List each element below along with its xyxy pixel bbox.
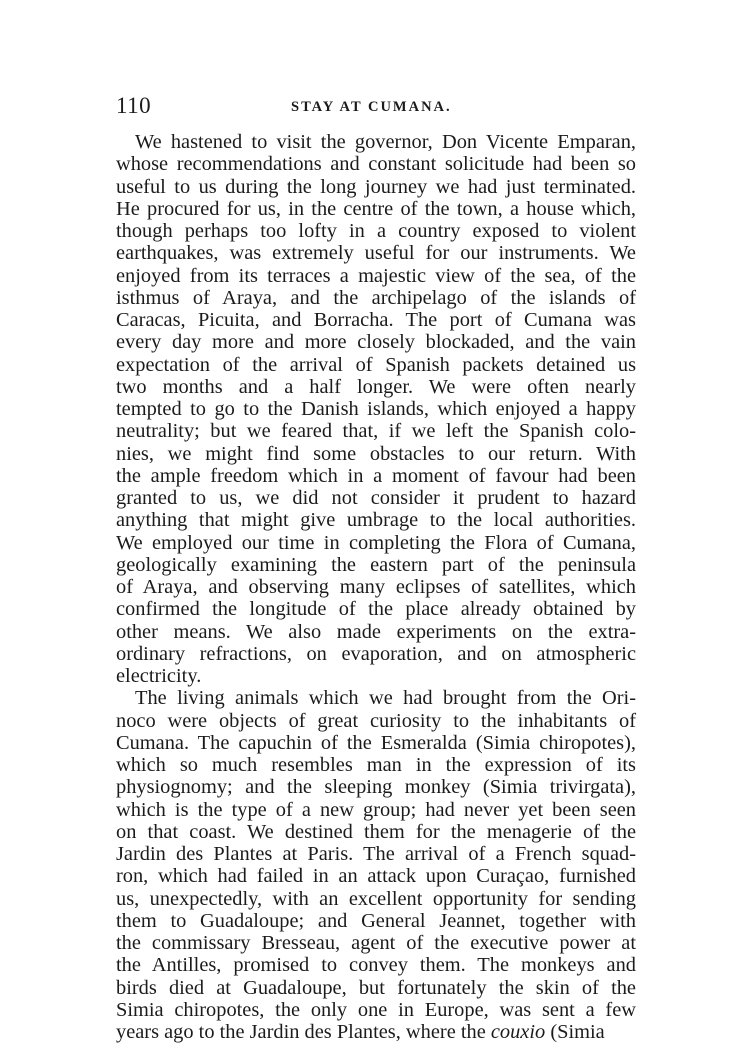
body-text [116, 131, 636, 1043]
text-line: anything that might give umbrage to the local authorities. [116, 509, 636, 532]
paragraph-living-animals [116, 687, 636, 1043]
text-line: electricity. [116, 665, 202, 687]
text-line: nies, we might find some obstacles to our return. With [116, 442, 636, 465]
text-line: two months and a half longer. We were often nearly [116, 375, 636, 398]
paragraph-governor-visit [116, 131, 636, 687]
text-line: other means. We also made experiments on the extra- [116, 620, 636, 643]
text-line: We hastened to visit the governor, Don Vicente Emparan, [135, 131, 636, 153]
text-line: noco were objects of great curiosity to the inhabitants of [116, 709, 636, 732]
text-line: of Araya, and observing many eclipses of satellites, which [116, 576, 636, 598]
running-title: STAY AT CUMANA. [291, 99, 452, 115]
text-line: Simia chiropotes, the only one in Europe, was sent a few [116, 998, 636, 1021]
text-line: birds died at Guadaloupe, but fortunately the skin of the [116, 976, 636, 999]
text-line: He procured for us, in the centre of the town, a house which, [116, 197, 636, 220]
text-line: The living animals which we had brought from the Ori- [135, 687, 636, 710]
text-line: neutrality; but we feared that, if we left the Spanish colo- [116, 420, 636, 443]
text-line: earthquakes, was extremely useful for our instruments. We [116, 242, 636, 265]
text-line: We employed our time in completing the Flora of Cumana, [116, 531, 636, 554]
text-line: us, unexpectedly, with an excellent opportunity for sending [116, 887, 636, 910]
text-line: isthmus of Araya, and the archipelago of the islands of [116, 286, 636, 309]
text-line: geologically examining the eastern part of the peninsula [116, 553, 636, 576]
italic-term: couxio [490, 1021, 546, 1043]
text-line: them to Guadaloupe; and General Jeannet, together with [116, 909, 636, 932]
page-header [116, 93, 636, 123]
text-line: which is the type of a new group; had never yet been seen [116, 798, 636, 821]
text-line: every day more and more closely blockaded, and the vain [116, 331, 636, 354]
text-line: whose recommendations and constant solicitude had been so [116, 153, 636, 176]
text-line: the commissary Bresseau, agent of the executive power at [116, 932, 636, 954]
text-line: granted to us, we did not consider it prudent to hazard [116, 487, 636, 509]
text-line: expectation of the arrival of Spanish packets detained us [116, 353, 636, 376]
text-line: ordinary refractions, on evaporation, and on atmospheric [116, 642, 636, 665]
text-line: Caracas, Picuita, and Borracha. The port of Cumana was [116, 309, 636, 331]
text-line: tempted to go to the Danish islands, which enjoyed a happy [116, 398, 636, 420]
text-line: useful to us during the long journey we had just terminated. [116, 175, 636, 198]
text-line: though perhaps too lofty in a country exposed to violent [116, 220, 636, 242]
text-line: physiognomy; and the sleeping monkey (Simia trivirgata), [116, 776, 636, 799]
text-line: which so much resembles man in the expression of its [116, 754, 636, 776]
text-line: Jardin des Plantes at Paris. The arrival of a French squad- [116, 843, 636, 865]
text-line: the Antilles, promised to convey them. The monkeys and [116, 954, 636, 977]
text-line: on that coast. We destined them for the menagerie of the [116, 820, 636, 843]
text-line-part: years ago to the Jardin des Plantes, where the [116, 1021, 491, 1043]
text-line [116, 1021, 636, 1043]
text-line: enjoyed from its terraces a majestic view of the sea, of the [116, 264, 636, 287]
page-number: 110 [116, 93, 152, 118]
text-line: confirmed the longitude of the place already obtained by [116, 598, 636, 621]
text-line: the ample freedom which in a moment of favour had been [116, 464, 636, 487]
text-line-part: (Simia [545, 1021, 605, 1043]
text-line: Cumana. The capuchin of the Esmeralda (Simia chiropotes), [116, 731, 636, 754]
text-line: ron, which had failed in an attack upon Curaçao, furnished [116, 865, 636, 888]
